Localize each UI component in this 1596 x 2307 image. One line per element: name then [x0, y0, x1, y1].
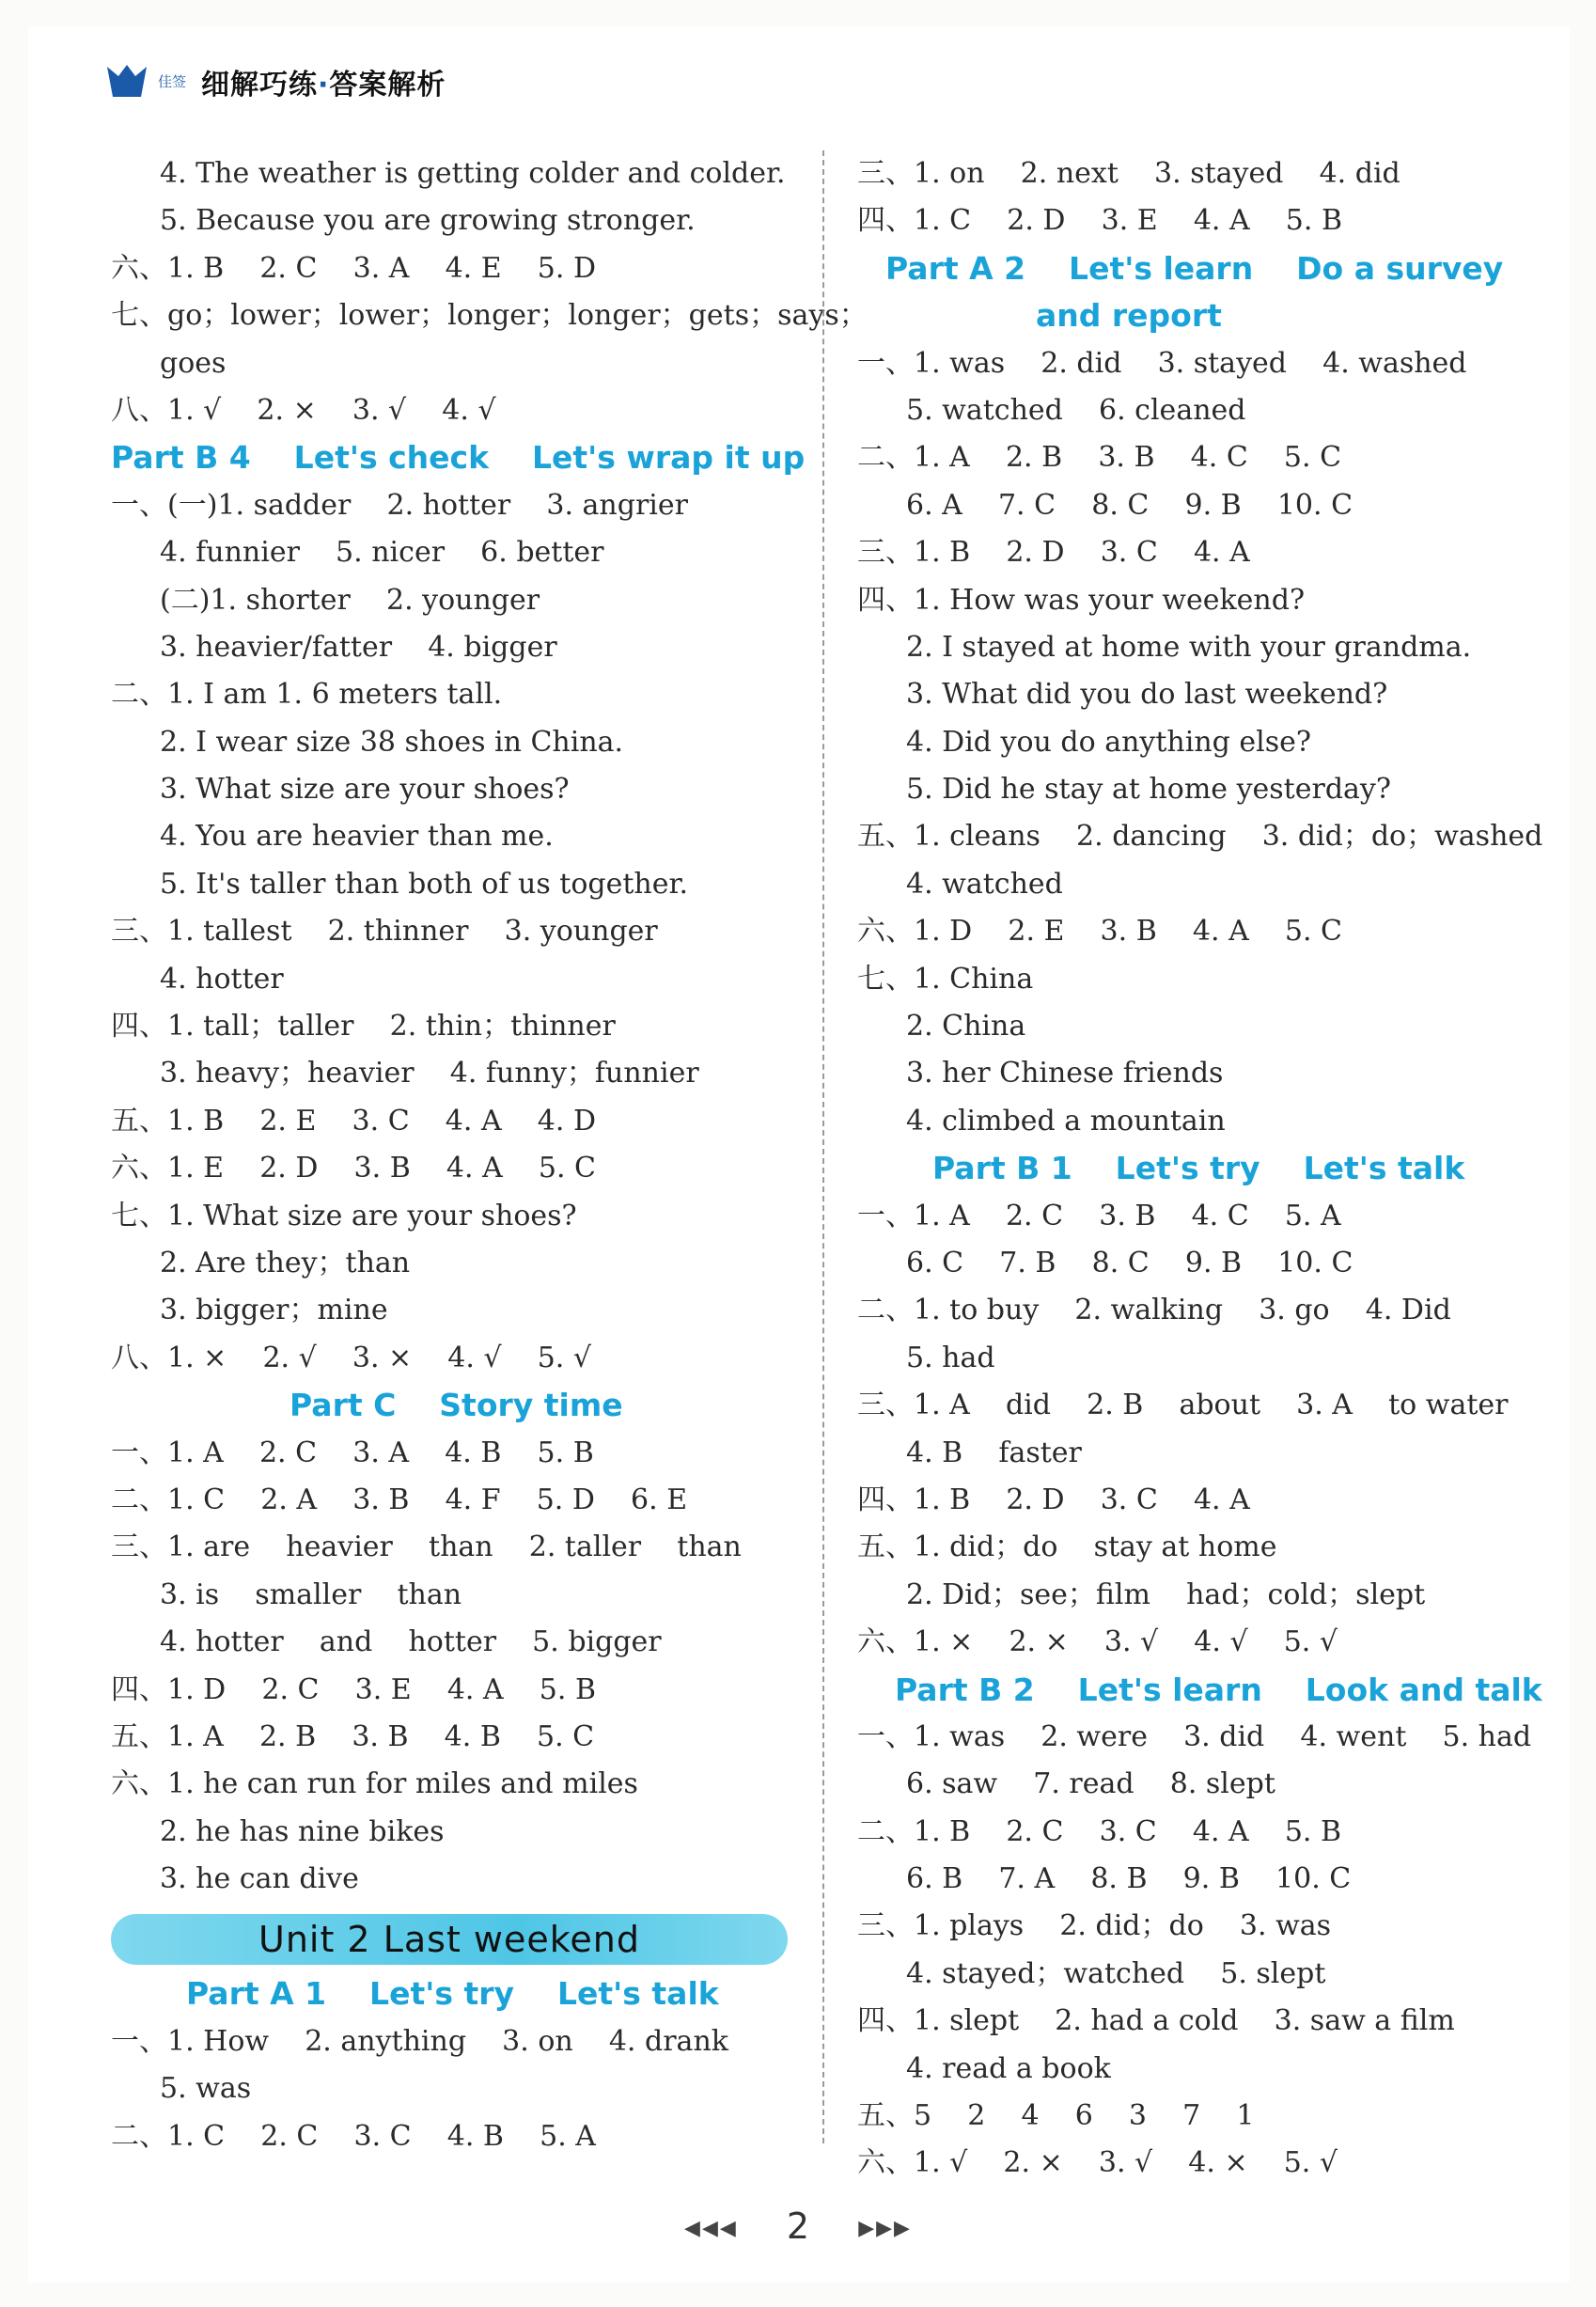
- answer-line: 3. her Chinese friends: [906, 1057, 1224, 1091]
- answer-line: 3. What did you do last weekend?: [906, 678, 1388, 712]
- answer-line: 三、1. are heavier than 2. taller than: [111, 1530, 742, 1564]
- answer-line: 四、1. slept 2. had a cold 3. saw a film: [857, 2004, 1455, 2038]
- header-subtitle: 答案解析: [329, 69, 446, 102]
- answer-line: 四、1. C 2. D 3. E 4. A 5. B: [857, 204, 1342, 238]
- answer-line: 3. What size are your shoes?: [160, 773, 570, 807]
- answer-line: 4. hotter: [160, 962, 284, 996]
- answer-line: 三、1. tallest 2. thinner 3. younger: [111, 915, 658, 949]
- answer-line: 四、1. How was your weekend?: [857, 583, 1306, 617]
- answer-line: 5. watched 6. cleaned: [906, 393, 1246, 427]
- answer-line: 七、go；lower；lower；longer；longer；gets；says；: [111, 299, 868, 333]
- prev-arrows-icon: ◀◀◀: [684, 2217, 738, 2240]
- answer-line: 八、1. √ 2. × 3. √ 4. √: [111, 393, 496, 427]
- answer-line: 六、1. E 2. D 3. B 4. A 5. C: [111, 1152, 596, 1185]
- answer-line: 2. I wear size 38 shoes in China.: [160, 725, 624, 759]
- answer-line: 二、1. C 2. C 3. C 4. B 5. A: [111, 2119, 596, 2153]
- answer-line: 六、1. he can run for miles and miles: [111, 1767, 638, 1801]
- answer-line: 2. I stayed at home with your grandma.: [906, 630, 1472, 664]
- header-dot: ·: [318, 69, 330, 102]
- answer-line: 五、1. A 2. B 3. B 4. B 5. C: [111, 1719, 595, 1753]
- brand-logo-icon: [105, 63, 149, 101]
- left-answers: [111, 150, 868, 1903]
- section-heading: Part A 1 Let's try Let's talk: [186, 1975, 719, 2013]
- answer-line: 三、1. on 2. next 3. stayed 4. did: [857, 157, 1400, 190]
- answer-line: 二、1. B 2. C 3. C 4. A 5. B: [857, 1814, 1342, 1848]
- answer-line: 4. climbed a mountain: [906, 1104, 1226, 1138]
- right-column: [857, 150, 1543, 2188]
- answer-line: 五、1. B 2. E 3. C 4. A 4. D: [111, 1104, 596, 1138]
- answer-line: 5. was: [160, 2072, 252, 2106]
- answer-line: 六、1. B 2. C 3. A 4. E 5. D: [111, 251, 596, 285]
- answer-line: 2. Did；see；film had；cold；slept: [906, 1577, 1426, 1611]
- answer-line: (二)1. shorter 2. younger: [160, 583, 540, 617]
- answer-line: 三、1. plays 2. did；do 3. was: [857, 1909, 1332, 1943]
- answer-line: 6. A 7. C 8. C 9. B 10. C: [906, 488, 1353, 522]
- brand-name: 佳签: [158, 72, 187, 90]
- left-column: [111, 150, 868, 2160]
- section-heading: Part B 2 Let's learn Look and talk: [895, 1671, 1542, 1708]
- section-heading: Part B 4 Let's check Let's wrap it up: [111, 439, 806, 477]
- answer-line: 3. heavy；heavier 4. funny；funnier: [160, 1057, 699, 1091]
- answer-line: 三、1. B 2. D 3. C 4. A: [857, 536, 1250, 570]
- answer-line: 一、(一)1. sadder 2. hotter 3. angrier: [111, 488, 688, 522]
- section-heading: Part A 2 Let's learn Do a survey: [885, 249, 1504, 287]
- answer-line: 二、1. C 2. A 3. B 4. F 5. D 6. E: [111, 1483, 688, 1516]
- answer-line: 2. he has nine bikes: [160, 1814, 445, 1848]
- answer-line: 一、1. was 2. were 3. did 4. went 5. had: [857, 1719, 1532, 1753]
- header-title: [201, 61, 446, 102]
- answer-line: 六、1. × 2. × 3. √ 4. √ 5. √: [857, 1625, 1338, 1659]
- answer-line: 六、1. D 2. E 3. B 4. A 5. C: [857, 915, 1342, 949]
- left-answers-after-banner: [111, 1970, 788, 2160]
- answer-line: 四、1. tall；taller 2. thin；thinner: [111, 1010, 616, 1044]
- answer-line: 四、1. D 2. C 3. E 4. A 5. B: [111, 1672, 596, 1706]
- answer-line: 4. watched: [906, 867, 1063, 901]
- page-number: 2: [786, 2205, 810, 2247]
- answer-line: 5. It's taller than both of us together.: [160, 867, 689, 901]
- section-heading: Part C Story time: [289, 1387, 623, 1424]
- next-arrows-icon: ▶▶▶: [858, 2217, 912, 2240]
- answer-line: 一、1. A 2. C 3. A 4. B 5. B: [111, 1436, 594, 1469]
- answer-line: 4. B faster: [906, 1436, 1082, 1469]
- page-header: [105, 58, 446, 105]
- answer-line: 6. saw 7. read 8. slept: [906, 1767, 1275, 1801]
- page-footer: [0, 2205, 1596, 2247]
- answer-line: 5. Because you are growing stronger.: [160, 204, 696, 238]
- answer-line: 五、1. did；do stay at home: [857, 1530, 1277, 1564]
- answer-line: 三、1. A did 2. B about 3. A to water: [857, 1389, 1509, 1422]
- answer-line: 3. bigger；mine: [160, 1294, 388, 1327]
- column-divider: [822, 150, 824, 2143]
- answer-line: 一、1. was 2. did 3. stayed 4. washed: [857, 346, 1467, 380]
- answer-line: 4. stayed；watched 5. slept: [906, 1956, 1326, 1990]
- answer-line: 4. read a book: [906, 2051, 1111, 2085]
- answer-line: 4. The weather is getting colder and colder.: [160, 157, 786, 190]
- section-heading: Part B 1 Let's try Let's talk: [932, 1150, 1465, 1187]
- answer-line: 4. hotter and hotter 5. bigger: [160, 1625, 662, 1659]
- answer-line: goes: [160, 346, 227, 380]
- answer-line: 一、1. How 2. anything 3. on 4. drank: [111, 2024, 728, 2058]
- answer-line: 6. B 7. A 8. B 9. B 10. C: [906, 1862, 1352, 1896]
- answer-line: 3. he can dive: [160, 1862, 359, 1896]
- answer-line: 二、1. I am 1. 6 meters tall.: [111, 678, 503, 712]
- answer-line: 3. is smaller than: [160, 1577, 462, 1611]
- answer-line: 五、1. cleans 2. dancing 3. did；do；washed: [857, 820, 1543, 854]
- section-heading: and report: [1036, 297, 1222, 335]
- answer-line: 4. Did you do anything else?: [906, 725, 1311, 759]
- answer-line: 二、1. A 2. B 3. B 4. C 5. C: [857, 441, 1342, 475]
- answer-line: 五、5 2 4 6 3 7 1: [857, 2099, 1255, 2133]
- answer-line: 四、1. B 2. D 3. C 4. A: [857, 1483, 1250, 1516]
- answer-line: 5. had: [906, 1341, 995, 1374]
- answer-line: 一、1. A 2. C 3. B 4. C 5. A: [857, 1199, 1341, 1232]
- unit-banner: Unit 2 Last weekend: [111, 1914, 788, 1965]
- answer-line: 6. C 7. B 8. C 9. B 10. C: [906, 1246, 1353, 1279]
- answer-line: 3. heavier/fatter 4. bigger: [160, 630, 557, 664]
- answer-line: 2. China: [906, 1010, 1026, 1044]
- answer-line: 4. You are heavier than me.: [160, 820, 554, 854]
- answer-line: 二、1. to buy 2. walking 3. go 4. Did: [857, 1294, 1451, 1327]
- header-title-main: 细解巧练: [201, 69, 319, 102]
- answer-line: 七、1. What size are your shoes?: [111, 1199, 577, 1232]
- answer-line: 5. Did he stay at home yesterday?: [906, 773, 1391, 807]
- right-answers: [857, 150, 1543, 2188]
- answer-line: 七、1. China: [857, 962, 1034, 996]
- answer-line: 六、1. √ 2. × 3. √ 4. × 5. √: [857, 2146, 1338, 2180]
- answer-line: 4. funnier 5. nicer 6. better: [160, 536, 604, 570]
- answer-line: 2. Are they；than: [160, 1246, 411, 1279]
- answer-line: 八、1. × 2. √ 3. × 4. √ 5. √: [111, 1341, 591, 1374]
